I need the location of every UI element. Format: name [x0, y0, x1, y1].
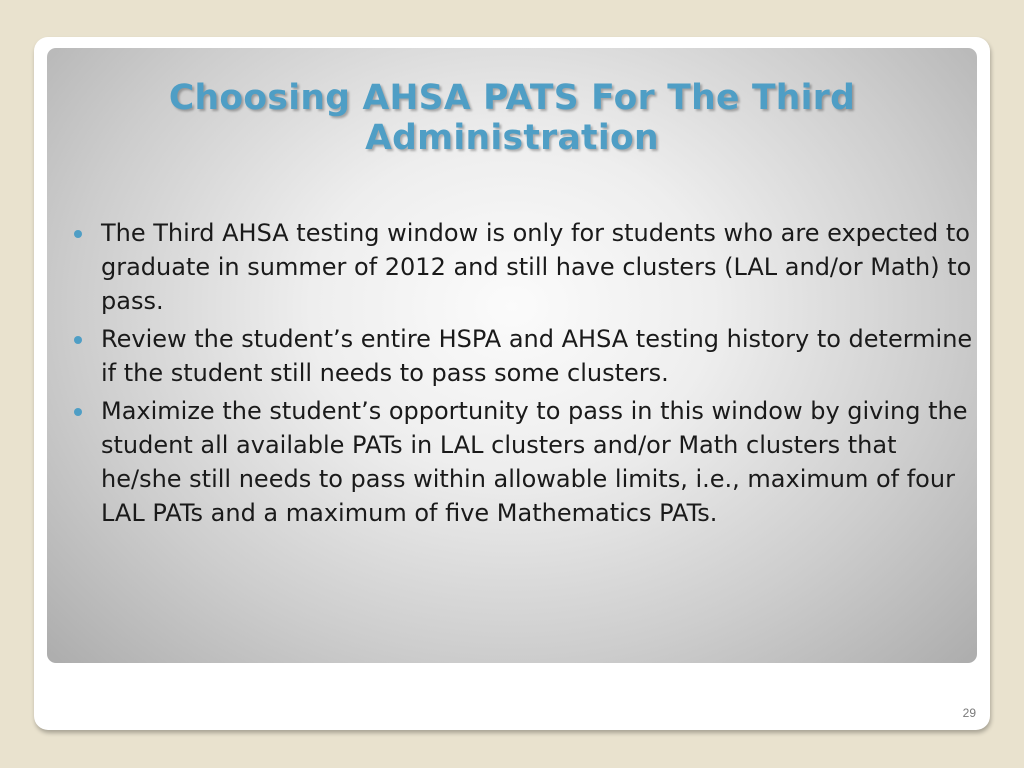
content-panel — [47, 48, 977, 663]
slide-title: Choosing AHSA PATS For The Third Administration — [168, 78, 856, 158]
bullet-item — [101, 216, 981, 318]
bullet-item — [101, 322, 981, 390]
bullet-dot-icon — [74, 336, 82, 344]
bullet-dot-icon — [74, 408, 82, 416]
bullet-dot-icon — [74, 230, 82, 238]
slide-number: 29 — [962, 706, 976, 720]
bullet-item — [101, 394, 981, 530]
bullet-text: The Third AHSA testing window is only for students who are expected to graduate in summer of 2012 and still have clusters (LAL and/or Math) to pass. — [101, 219, 972, 315]
slide-frame — [34, 37, 990, 730]
bullet-text: Maximize the student’s opportunity to pass in this window by giving the student all available PATs in LAL clusters and/or Math clusters that he/she still needs to pass within allowable limits, i.e., maximum of four LAL PATs and a maximum of five Mathematics PATs. — [101, 397, 968, 527]
bullet-text: Review the student’s entire HSPA and AHSA testing history to determine if the student still needs to pass some clusters. — [101, 325, 973, 387]
bullet-list — [101, 216, 981, 534]
